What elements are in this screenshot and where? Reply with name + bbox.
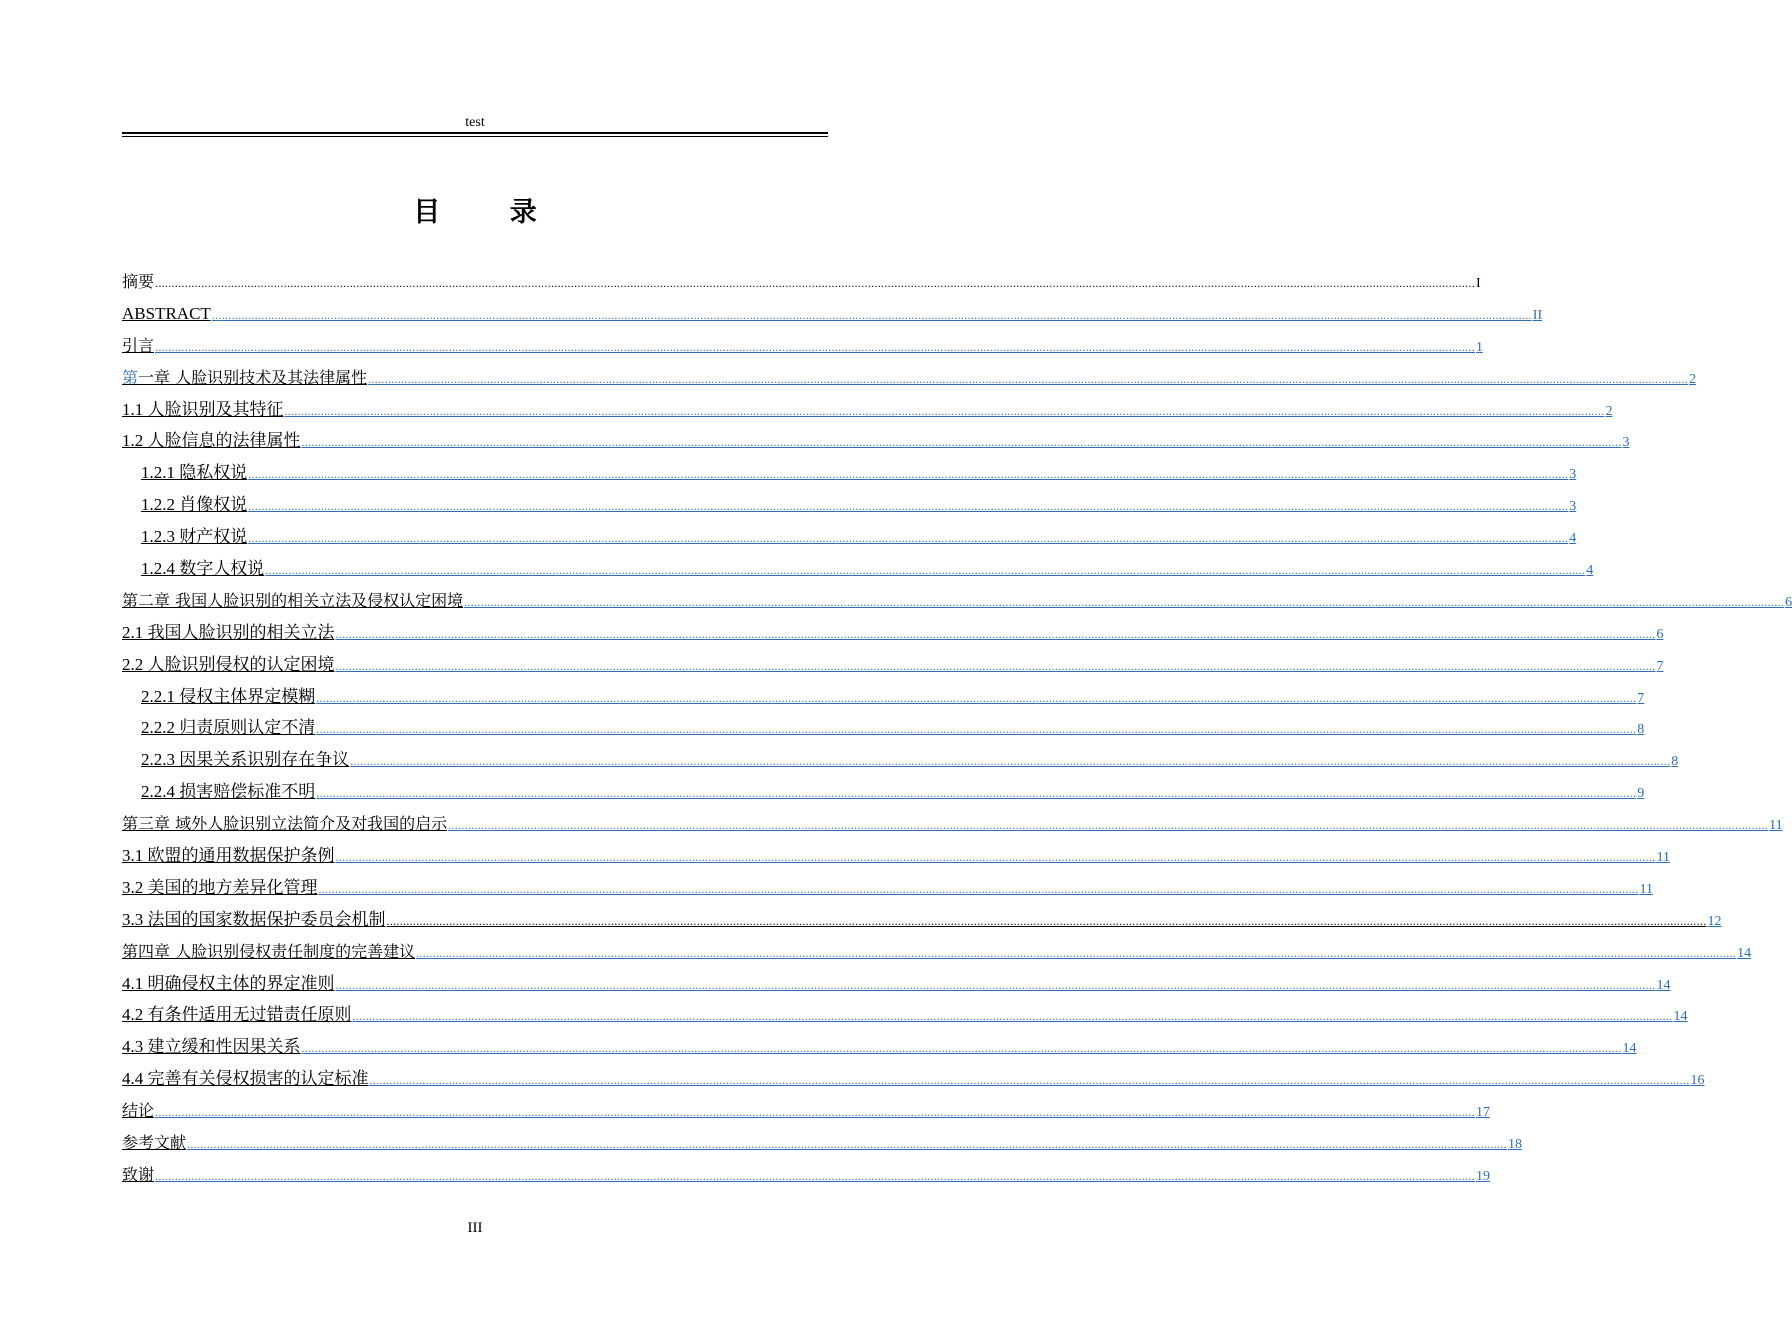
toc-entry-label [122, 810, 447, 838]
toc-entry[interactable] [122, 683, 1645, 715]
toc-entry-page: 2 [1605, 403, 1613, 419]
toc-entry[interactable] [122, 491, 1577, 523]
toc-leader-dots: ................................................................................................................................................................................................................................................................................................................................................................................................................ [464, 594, 1785, 609]
toc-entry-label-text: 摘要 [122, 272, 155, 291]
toc-entry-label-text: 3.2 美国的地方差异化管理 [122, 877, 318, 897]
toc-entry-label-text: 2.2.1 侵权主体界定模糊 [141, 686, 316, 706]
toc-leader-dots: ................................................................................................................................................................................................................................................................................................................................................................................................................ [155, 339, 1476, 354]
toc-entry-label [141, 459, 247, 487]
toc-entry[interactable] [122, 1065, 1705, 1097]
toc-entry-label [141, 778, 315, 806]
toc-leader-dots: ................................................................................................................................................................................................................................................................................................................................................................................................................ [335, 850, 1656, 865]
toc-entry[interactable] [122, 1161, 1491, 1193]
toc-entry-page: 11 [1639, 881, 1653, 897]
toc-entry-page: 4 [1569, 531, 1577, 547]
toc-leader-dots: ................................................................................................................................................................................................................................................................................................................................................................................................................ [448, 818, 1769, 833]
toc-leader-dots: ................................................................................................................................................................................................................................................................................................................................................................................................................ [248, 499, 1569, 514]
toc-entry[interactable] [122, 651, 1664, 683]
toc-entry[interactable] [122, 842, 1670, 874]
toc-entry[interactable] [122, 810, 1783, 842]
toc-entry-page: 16 [1690, 1073, 1705, 1089]
toc-entry-page: 3 [1569, 467, 1577, 483]
toc-title: 目 录 [413, 197, 567, 228]
toc-entry-label-text: ABSTRACT [122, 303, 211, 323]
toc-entry-label [122, 1065, 369, 1093]
toc-entry-page: 7 [1656, 658, 1664, 674]
toc-entry-page: 8 [1637, 722, 1645, 738]
toc-leader-dots: ................................................................................................................................................................................................................................................................................................................................................................................................................ [187, 1137, 1508, 1152]
toc-leader-dots: ................................................................................................................................................................................................................................................................................................................................................................................................................ [335, 658, 1656, 673]
toc-entry[interactable] [122, 1033, 1637, 1065]
toc-entry-page: 14 [1737, 945, 1752, 961]
toc-leader-dots: ................................................................................................................................................................................................................................................................................................................................................................................................................ [284, 403, 1605, 418]
toc-entry-page: 1 [1476, 339, 1484, 355]
toc-entry-page: 9 [1637, 786, 1645, 802]
toc-leader-dots: ................................................................................................................................................................................................................................................................................................................................................................................................................ [301, 435, 1622, 450]
toc-entry-page: 6 [1656, 626, 1664, 642]
toc-entry-label [122, 970, 335, 998]
toc-leader-dots: ................................................................................................................................................................................................................................................................................................................................................................................................................ [369, 1073, 1690, 1088]
toc-entry-label [122, 938, 415, 966]
toc-entry[interactable] [122, 396, 1613, 428]
toc-entry-label [141, 746, 349, 774]
toc-entry[interactable] [122, 714, 1645, 746]
toc-entry-page: I [1476, 276, 1481, 291]
toc-entry-label-text: 2.2.4 损害赔偿标准不明 [141, 782, 316, 802]
toc-entry-label [122, 1161, 154, 1189]
toc-entry[interactable] [122, 746, 1679, 778]
toc-entry[interactable] [122, 938, 1752, 970]
toc-entry-page: 14 [1622, 1041, 1637, 1057]
toc-entry-label-text: 3.3 法国的国家数据保护委员会机制 [122, 909, 386, 929]
toc-entry-page: 11 [1769, 818, 1783, 834]
toc-entry-label-text: 2.2.3 因果关系识别存在争议 [141, 750, 350, 770]
toc-entry-label-text: 4.3 建立缓和性因果关系 [122, 1037, 301, 1057]
toc-entry-page: II [1532, 307, 1543, 323]
toc-leader-dots: ................................................................................................................................................................................................................................................................................................................................................................................................................ [350, 754, 1671, 769]
toc-entry-label [122, 268, 154, 296]
toc-leader-dots: ................................................................................................................................................................................................................................................................................................................................................................................................................ [386, 913, 1707, 928]
toc-entry[interactable] [122, 970, 1671, 1002]
toc-entry-label [122, 651, 335, 679]
toc-entry-label [122, 300, 211, 328]
toc-entry[interactable] [122, 459, 1577, 491]
toc-entry-label-text: 第四章 人脸识别侵权责任制度的完善建议 [122, 941, 416, 961]
toc-entry[interactable] [122, 268, 1481, 300]
toc-entry-label [122, 1129, 186, 1157]
toc-entry[interactable] [122, 300, 1543, 332]
toc-leader-dots: ................................................................................................................................................................................................................................................................................................................................................................................................................ [265, 563, 1586, 578]
toc-entry-page: 19 [1476, 1168, 1491, 1184]
toc-entry[interactable] [122, 555, 1594, 587]
header-rule-thick [122, 132, 828, 134]
toc-entry[interactable] [122, 587, 1792, 619]
toc-entry-label-text: 1.2.3 财产权说 [141, 527, 248, 547]
toc-entry-label [122, 364, 367, 392]
toc-entry-label [122, 1033, 301, 1061]
toc-entry-label [141, 555, 264, 583]
toc-entry-page: 3 [1622, 435, 1630, 451]
toc-leader-dots: ................................................................................................................................................................................................................................................................................................................................................................................................................ [155, 1105, 1476, 1120]
toc-leader-dots: ................................................................................................................................................................................................................................................................................................................................................................................................................ [211, 307, 1532, 322]
toc-entry-label [141, 523, 247, 551]
toc-entry-label [122, 1001, 352, 1029]
toc-entry-page: 11 [1656, 850, 1670, 866]
table-of-contents [122, 268, 1792, 1193]
toc-leader-dots: ................................................................................................................................................................................................................................................................................................................................................................................................................ [335, 977, 1656, 992]
toc-leader-dots: ................................................................................................................................................................................................................................................................................................................................................................................................................ [248, 531, 1569, 546]
toc-leader-dots: ................................................................................................................................................................................................................................................................................................................................................................................................................ [316, 690, 1637, 705]
toc-entry-label [122, 842, 335, 870]
toc-entry-label-text: 1.2.1 隐私权说 [141, 463, 248, 483]
toc-entry[interactable] [122, 364, 1697, 396]
toc-entry-label [141, 683, 315, 711]
toc-entry[interactable] [122, 906, 1722, 938]
toc-leader-dots: ................................................................................................................................................................................................................................................................................................................................................................................................................ [352, 1009, 1673, 1024]
toc-leader-dots: ................................................................................................................................................................................................................................................................................................................................................................................................................ [155, 276, 1476, 290]
toc-leader-dots: ................................................................................................................................................................................................................................................................................................................................................................................................................ [301, 1041, 1622, 1056]
toc-entry-page: 12 [1707, 913, 1722, 929]
toc-entry-page: 3 [1569, 499, 1577, 515]
toc-entry-label-text: 2.2 人脸识别侵权的认定困境 [122, 654, 335, 674]
toc-entry-label [122, 906, 386, 934]
toc-entry-label-text: 2.1 我国人脸识别的相关立法 [122, 622, 335, 642]
toc-entry-label [141, 714, 315, 742]
toc-entry-label [122, 396, 284, 424]
toc-entry[interactable] [122, 1001, 1688, 1033]
toc-entry-label-text: 3.1 欧盟的通用数据保护条例 [122, 846, 335, 866]
toc-entry-label-text: 致谢 [122, 1164, 155, 1184]
toc-entry-label [122, 427, 301, 455]
toc-entry-label-text: 4.2 有条件适用无过错责任原则 [122, 1005, 352, 1025]
toc-entry-label-text: 1.2.2 肖像权说 [141, 495, 248, 515]
toc-leader-dots: ................................................................................................................................................................................................................................................................................................................................................................................................................ [416, 945, 1737, 960]
toc-entry-label-text: 引言 [122, 335, 155, 355]
toc-entry[interactable] [122, 523, 1577, 555]
toc-entry-label-text: 参考文献 [122, 1133, 187, 1153]
toc-entry-page: 8 [1671, 754, 1679, 770]
toc-leader-dots: ................................................................................................................................................................................................................................................................................................................................................................................................................ [316, 786, 1637, 801]
toc-entry-label [122, 587, 463, 615]
toc-entry-label-text: 一章 人脸识别技术及其法律属性 [138, 367, 368, 387]
toc-leader-dots: ................................................................................................................................................................................................................................................................................................................................................................................................................ [248, 467, 1569, 482]
header-rule-thin [122, 136, 828, 137]
toc-entry-page: 4 [1586, 563, 1594, 579]
toc-entry-label-text: 2.2.2 归责原则认定不清 [141, 718, 316, 738]
toc-entry-label-text: 结论 [122, 1101, 155, 1121]
toc-leader-dots: ................................................................................................................................................................................................................................................................................................................................................................................................................ [368, 371, 1689, 386]
toc-entry-label-text: 1.2.4 数字人权说 [141, 559, 265, 579]
toc-entry-label [122, 1097, 154, 1125]
toc-entry-page: 7 [1637, 690, 1645, 706]
toc-entry-label-text: 4.1 明确侵权主体的界定准则 [122, 973, 335, 993]
toc-entry[interactable] [122, 1129, 1523, 1161]
toc-entry-page: 2 [1689, 371, 1697, 387]
toc-leader-dots: ................................................................................................................................................................................................................................................................................................................................................................................................................ [335, 626, 1656, 641]
toc-entry-label-text: 第三章 域外人脸识别立法简介及对我国的启示 [122, 814, 448, 834]
page-header: test [465, 115, 485, 130]
toc-entry[interactable] [122, 778, 1645, 810]
toc-leader-dots: ................................................................................................................................................................................................................................................................................................................................................................................................................ [155, 1168, 1476, 1183]
toc-entry-page: 17 [1476, 1105, 1491, 1121]
footer-page-number: III [467, 1220, 483, 1236]
toc-entry-label [141, 491, 247, 519]
toc-leader-dots: ................................................................................................................................................................................................................................................................................................................................................................................................................ [316, 722, 1637, 737]
toc-entry-label-prefix: 第 [122, 367, 139, 387]
toc-entry[interactable] [122, 874, 1653, 906]
toc-entry-page: 18 [1508, 1137, 1523, 1153]
toc-entry[interactable] [122, 427, 1630, 459]
toc-entry-label-text: 1.1 人脸识别及其特征 [122, 399, 284, 419]
toc-leader-dots: ................................................................................................................................................................................................................................................................................................................................................................................................................ [318, 881, 1639, 896]
toc-entry-label-text: 4.4 完善有关侵权损害的认定标准 [122, 1069, 369, 1089]
toc-entry[interactable] [122, 332, 1484, 364]
toc-entry-page: 6 [1785, 594, 1792, 610]
toc-entry-label-text: 第二章 我国人脸识别的相关立法及侵权认定困境 [122, 590, 464, 610]
toc-entry[interactable] [122, 619, 1664, 651]
toc-entry-page: 14 [1656, 977, 1671, 993]
toc-entry-label [122, 619, 335, 647]
toc-entry-label [122, 332, 154, 360]
toc-entry-page: 14 [1673, 1009, 1688, 1025]
toc-entry-label [122, 874, 318, 902]
toc-entry-label-text: 1.2 人脸信息的法律属性 [122, 431, 301, 451]
toc-entry[interactable] [122, 1097, 1491, 1129]
